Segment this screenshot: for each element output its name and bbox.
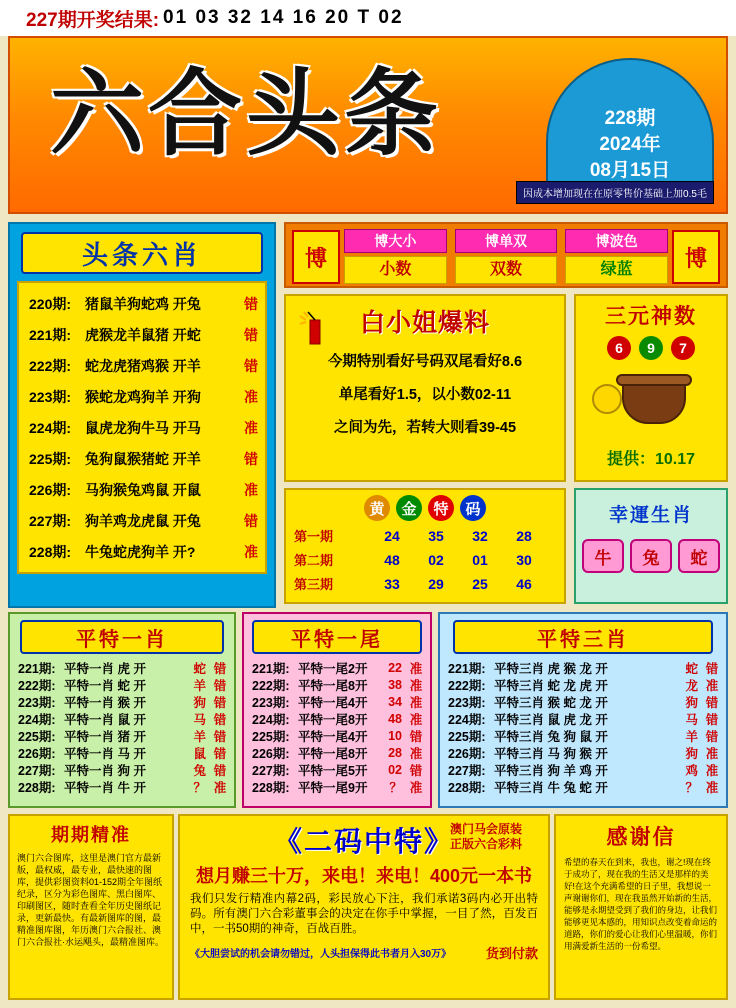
- bo-left-badge: 博: [292, 230, 340, 284]
- result: 准: [409, 746, 423, 761]
- period: 221期:: [252, 661, 290, 676]
- pingte-yiwei-panel: [242, 612, 432, 808]
- value: 马: [685, 712, 698, 727]
- text: 平特一肖 猴 开: [64, 695, 146, 710]
- value: 羊: [193, 729, 206, 744]
- baoliao-line: 今期特别看好号码双尾看好8.6: [327, 354, 523, 370]
- value: 羊: [685, 729, 698, 744]
- text: 平特一肖 虎 开: [64, 661, 146, 676]
- result: 准: [409, 712, 423, 727]
- period: 224期:: [18, 712, 56, 727]
- pingte-sanxiao-panel: [438, 612, 728, 808]
- period: 226期:: [29, 481, 72, 498]
- animals: 兔狗鼠猴猪蛇 开羊: [85, 450, 201, 467]
- table-row: [440, 778, 726, 795]
- cell: 25: [472, 575, 488, 592]
- baoliao-title: 白小姐爆料: [359, 309, 490, 337]
- value: 10: [388, 728, 402, 743]
- thanks-letter-panel: [554, 814, 728, 1000]
- cell: 46: [516, 575, 532, 592]
- table-row: [244, 710, 430, 727]
- period: 222期:: [448, 678, 486, 693]
- bo-column-value: 绿蓝: [565, 256, 668, 284]
- value: ？: [193, 780, 206, 795]
- section-title: 期期精准: [51, 825, 131, 845]
- table-title: 平特一肖: [20, 620, 224, 654]
- result: 错: [705, 661, 719, 676]
- list-item: [19, 350, 265, 381]
- section-body: 澳门六合图库，这里是澳门官方最新版，最权威，最专业，最快速的图库，提供彩图资料01-152期全年图纸纪录，区分为彩色图库、黑白图库、印刷图区，随时查看全年历史图纸记录，更新最快。有最新图库的图，最精准图库图，年历澳门六合报社、澳门六合报社·水运飓头，最精准图库。: [17, 853, 164, 947]
- result: 错: [213, 746, 227, 761]
- text: 平特一尾8开: [298, 678, 368, 693]
- list-item: [19, 474, 265, 505]
- section-title: 感谢信: [606, 826, 676, 849]
- animals: 蛇龙虎猪鸡猴 开羊: [85, 357, 201, 374]
- ad-tagline: 想月赚三十万，来电！来电！400元一本书: [195, 866, 533, 886]
- table-body: [244, 659, 430, 795]
- period: 226期:: [18, 746, 56, 761]
- animals: 猪鼠羊狗蛇鸡 开兔: [85, 295, 201, 312]
- value: 48: [388, 711, 402, 726]
- period: 221期:: [29, 326, 72, 343]
- text: 平特三肖 蛇 龙 虎 开: [494, 678, 608, 693]
- list-item: [19, 381, 265, 412]
- result: 错: [213, 729, 227, 744]
- table-row: [244, 744, 430, 761]
- baoliao-panel: [284, 294, 566, 482]
- table-row: [10, 659, 234, 676]
- chip: 黄: [364, 495, 390, 521]
- table-row: [440, 693, 726, 710]
- text: 平特一尾8开: [298, 712, 368, 727]
- period: 223期:: [448, 695, 486, 710]
- baoliao-line: 之间为先，若转大则看39-45: [333, 420, 517, 436]
- period: 222期:: [252, 678, 290, 693]
- row-label: 第一期: [294, 529, 334, 544]
- table-row: [286, 526, 564, 545]
- result: 错: [213, 661, 227, 676]
- sanyuan-title: 三元神数: [605, 305, 697, 328]
- result: 错: [705, 695, 719, 710]
- cell: 48: [384, 551, 400, 568]
- sanyuan-balls: [576, 336, 726, 360]
- pingte-yixiao-panel: [8, 612, 236, 808]
- result: 准: [244, 543, 258, 560]
- animals: 牛兔蛇虎狗羊 开?: [85, 543, 196, 560]
- text: 平特三肖 鼠 虎 龙 开: [494, 712, 608, 727]
- text: 平特一肖 猪 开: [64, 729, 146, 744]
- ad-footer-left: 《大胆尝试的机会请勿错过，人头担保得此书者月入30万》: [190, 949, 452, 960]
- value: 鸡: [685, 763, 698, 778]
- cell: 02: [428, 551, 444, 568]
- table-row: [244, 693, 430, 710]
- ad-paragraph: 我们只发行精准内幕2码，彩民放心下注，我们承诺3码内必开出特码。所有澳门六合彩董事会的决定在你手中掌握，一目了然，百发百中，一书50期的神奇，百战百胜。: [190, 893, 538, 935]
- table-row: [10, 761, 234, 778]
- bo-column-title: 博大小: [344, 229, 447, 253]
- ad-subtitle: [432, 822, 540, 852]
- table-row: [440, 676, 726, 693]
- cell: 29: [428, 575, 444, 592]
- table-row: [244, 727, 430, 744]
- bo-bar: [284, 222, 728, 288]
- table-row: [10, 693, 234, 710]
- table-row: [440, 659, 726, 676]
- text: 平特一尾5开: [298, 763, 368, 778]
- issue-date: 08月15日: [589, 160, 671, 181]
- list-item: [19, 412, 265, 443]
- period: 223期:: [18, 695, 56, 710]
- period: 222期:: [29, 357, 72, 374]
- table-row: [10, 744, 234, 761]
- bo-columns: [344, 229, 668, 284]
- value: 兔: [193, 763, 206, 778]
- text: 平特一肖 马 开: [64, 746, 146, 761]
- result: 准: [244, 419, 258, 436]
- ball: 9: [639, 336, 663, 360]
- result: 错: [705, 729, 719, 744]
- table-row: [440, 710, 726, 727]
- table-row: [10, 778, 234, 795]
- value: 狗: [685, 746, 698, 761]
- value: 蛇: [685, 661, 698, 676]
- text: 平特三肖 狗 羊 鸡 开: [494, 763, 608, 778]
- issue-badge: [546, 58, 714, 194]
- baoliao-line: 单尾看好1.5，以小数02-11: [338, 387, 512, 403]
- lucky-title: 幸運生肖: [608, 505, 693, 526]
- result: 准: [705, 780, 719, 795]
- period: 228期:: [252, 780, 290, 795]
- period: 223期:: [29, 388, 72, 405]
- ad-footer: [180, 943, 548, 962]
- period: 226期:: [448, 746, 486, 761]
- value: 02: [388, 762, 402, 777]
- banner-title: 六合头条: [50, 60, 443, 169]
- text: 平特一尾8开: [298, 746, 368, 761]
- list-item: [19, 505, 265, 536]
- banner-note: 因成本增加现在在原零售价基础上加0.5毛: [516, 181, 714, 204]
- period: 225期:: [448, 729, 486, 744]
- text: 平特三肖 牛 兔 蛇 开: [494, 780, 608, 795]
- animals: 猴蛇龙鸡狗羊 开狗: [85, 388, 201, 405]
- result: 错: [213, 763, 227, 778]
- result: 错: [213, 678, 227, 693]
- text: 平特一肖 牛 开: [64, 780, 146, 795]
- period: 223期:: [252, 695, 290, 710]
- value: 龙: [685, 678, 698, 693]
- six-xiao-rows: [17, 281, 267, 574]
- table-row: [440, 727, 726, 744]
- result: 错: [213, 712, 227, 727]
- period: 221期:: [448, 661, 486, 676]
- result: 准: [409, 678, 423, 693]
- result: 准: [705, 678, 719, 693]
- text: 平特一尾2开: [298, 661, 368, 676]
- chip: 特: [428, 495, 454, 521]
- table-row: [244, 676, 430, 693]
- table-title: 平特一尾: [252, 620, 422, 654]
- table-row: [440, 744, 726, 761]
- text: 平特一肖 狗 开: [64, 763, 146, 778]
- text: 平特一尾9开: [298, 780, 368, 795]
- text: 平特一肖 鼠 开: [64, 712, 146, 727]
- text: 平特三肖 猴 蛇 龙 开: [494, 695, 608, 710]
- result: 准: [409, 695, 423, 710]
- huangjin-header: [286, 495, 564, 521]
- bo-column: [565, 229, 668, 284]
- period: 225期:: [252, 729, 290, 744]
- period: 228期:: [18, 780, 56, 795]
- text: 平特三肖 虎 猴 龙 开: [494, 661, 608, 676]
- value: ？: [685, 780, 698, 795]
- period: 227期:: [18, 763, 56, 778]
- value: 马: [193, 712, 206, 727]
- cell: 32: [472, 527, 488, 544]
- six-xiao-title: 头条六肖: [21, 232, 263, 274]
- text: 平特三肖 兔 狗 鼠 开: [494, 729, 608, 744]
- result: 准: [705, 746, 719, 761]
- ball: 7: [671, 336, 695, 360]
- issue-year: 2024年: [599, 134, 661, 155]
- value: 22: [388, 660, 402, 675]
- cell: 01: [472, 551, 488, 568]
- lucky-panel: [574, 488, 728, 604]
- text: 平特一尾4开: [298, 729, 368, 744]
- period: 227期:: [252, 763, 290, 778]
- result: 错: [409, 763, 423, 778]
- value: 28: [388, 745, 402, 760]
- result: 错: [409, 729, 423, 744]
- cell: 35: [428, 527, 444, 544]
- treasure-pot-icon: [576, 360, 726, 446]
- text: 平特三肖 马 狗 猴 开: [494, 746, 608, 761]
- animals: 狗羊鸡龙虎鼠 开兔: [85, 512, 201, 529]
- result-line: [0, 0, 736, 36]
- table-row: [10, 710, 234, 727]
- result: 错: [244, 450, 258, 467]
- list-item: [19, 443, 265, 474]
- issue-number: 228期: [604, 108, 656, 129]
- section-body: 希望的春天在到来，我也，谢之!现在终于成功了，现在我的生活又是那样的美好!在这个充满希望的日子里，我想说一声谢谢你们，现在我虽然开始新的生活，能够是永期望受到了我们的身边，让我们能够更见本感的，用知识点改变着命运的道路，你们的爱心让我们心里温暖，你们用满爱新生活的一份希望。: [564, 857, 718, 951]
- cell: 33: [384, 575, 400, 592]
- value: 狗: [685, 695, 698, 710]
- result: 错: [705, 712, 719, 727]
- table-row: [10, 676, 234, 693]
- bo-right-badge: 博: [672, 230, 720, 284]
- bo-column: [455, 229, 558, 284]
- table-row: [10, 727, 234, 744]
- chip: 码: [460, 495, 486, 521]
- lucky-animal: 牛: [582, 539, 624, 573]
- period: 224期:: [448, 712, 486, 727]
- sanyuan-panel: [574, 294, 728, 482]
- bo-column-value: 双数: [455, 256, 558, 284]
- six-xiao-panel: [8, 222, 276, 608]
- result: 错: [244, 326, 258, 343]
- chip: 金: [396, 495, 422, 521]
- period: 227期:: [29, 512, 72, 529]
- table-body: [440, 659, 726, 795]
- result-numbers: 01 03 32 14 16 20 T 02: [163, 7, 404, 28]
- bo-column: [344, 229, 447, 284]
- result: 准: [409, 780, 423, 795]
- value: 狗: [193, 695, 206, 710]
- period: 226期:: [252, 746, 290, 761]
- result: 准: [213, 780, 227, 795]
- period: 222期:: [18, 678, 56, 693]
- lucky-animals: [576, 539, 726, 573]
- result: 错: [244, 295, 258, 312]
- period: 224期:: [29, 419, 72, 436]
- banner: [8, 36, 728, 214]
- result-label: 227期开奖结果:: [26, 9, 160, 31]
- period: 221期:: [18, 661, 56, 676]
- bo-column-value: 小数: [344, 256, 447, 284]
- value: 蛇: [193, 661, 206, 676]
- row-label: 第三期: [294, 577, 334, 592]
- period: 225期:: [29, 450, 72, 467]
- bo-column-title: 博单双: [455, 229, 558, 253]
- table-row: [286, 574, 564, 593]
- text: 平特一肖 蛇 开: [64, 678, 146, 693]
- value: 38: [388, 677, 402, 692]
- animals: 虎猴龙羊鼠猪 开蛇: [85, 326, 201, 343]
- text: 平特一尾4开: [298, 695, 368, 710]
- result: 错: [244, 512, 258, 529]
- cell: 30: [516, 551, 532, 568]
- table-body: [10, 659, 234, 795]
- result: 准: [705, 763, 719, 778]
- list-item: [19, 288, 265, 319]
- ad-subtitle-line2: 正版六合彩料: [449, 837, 522, 851]
- ad-footer-right: 货到付款: [485, 946, 538, 961]
- list-item: [19, 536, 265, 567]
- table-row: [244, 761, 430, 778]
- table-title: 平特三肖: [453, 620, 713, 654]
- lucky-animal: 蛇: [678, 539, 720, 573]
- cell: 24: [384, 527, 400, 544]
- erma-zhongte-panel: [178, 814, 550, 1000]
- table-row: [286, 550, 564, 569]
- huangjin-panel: [284, 488, 566, 604]
- ad-title: 《二码中特》: [273, 826, 454, 857]
- animals: 鼠虎龙狗牛马 开马: [85, 419, 201, 436]
- value: 羊: [193, 678, 206, 693]
- qiqi-jingzhun-panel: [8, 814, 174, 1000]
- period: 225期:: [18, 729, 56, 744]
- ball: 6: [607, 336, 631, 360]
- value: ？: [389, 780, 402, 795]
- value: 鼠: [193, 746, 206, 761]
- table-row: [440, 761, 726, 778]
- period: 220期:: [29, 295, 72, 312]
- list-item: [19, 319, 265, 350]
- lucky-animal: 兔: [630, 539, 672, 573]
- bo-column-title: 博波色: [565, 229, 668, 253]
- result: 准: [244, 388, 258, 405]
- animals: 马狗猴兔鸡鼠 开鼠: [85, 481, 201, 498]
- cell: 28: [516, 527, 532, 544]
- period: 228期:: [448, 780, 486, 795]
- row-label: 第二期: [294, 553, 334, 568]
- result: 错: [244, 357, 258, 374]
- sanyuan-provider: 提供：10.17: [606, 451, 696, 468]
- period: 228期:: [29, 543, 72, 560]
- result: 准: [409, 661, 423, 676]
- period: 224期:: [252, 712, 290, 727]
- firecracker-icon: [296, 310, 336, 350]
- result: 错: [213, 695, 227, 710]
- ad-subtitle-line1: 澳门马会原装: [449, 822, 522, 836]
- result: 准: [244, 481, 258, 498]
- table-row: [244, 778, 430, 795]
- table-row: [244, 659, 430, 676]
- period: 227期:: [448, 763, 486, 778]
- value: 34: [388, 694, 402, 709]
